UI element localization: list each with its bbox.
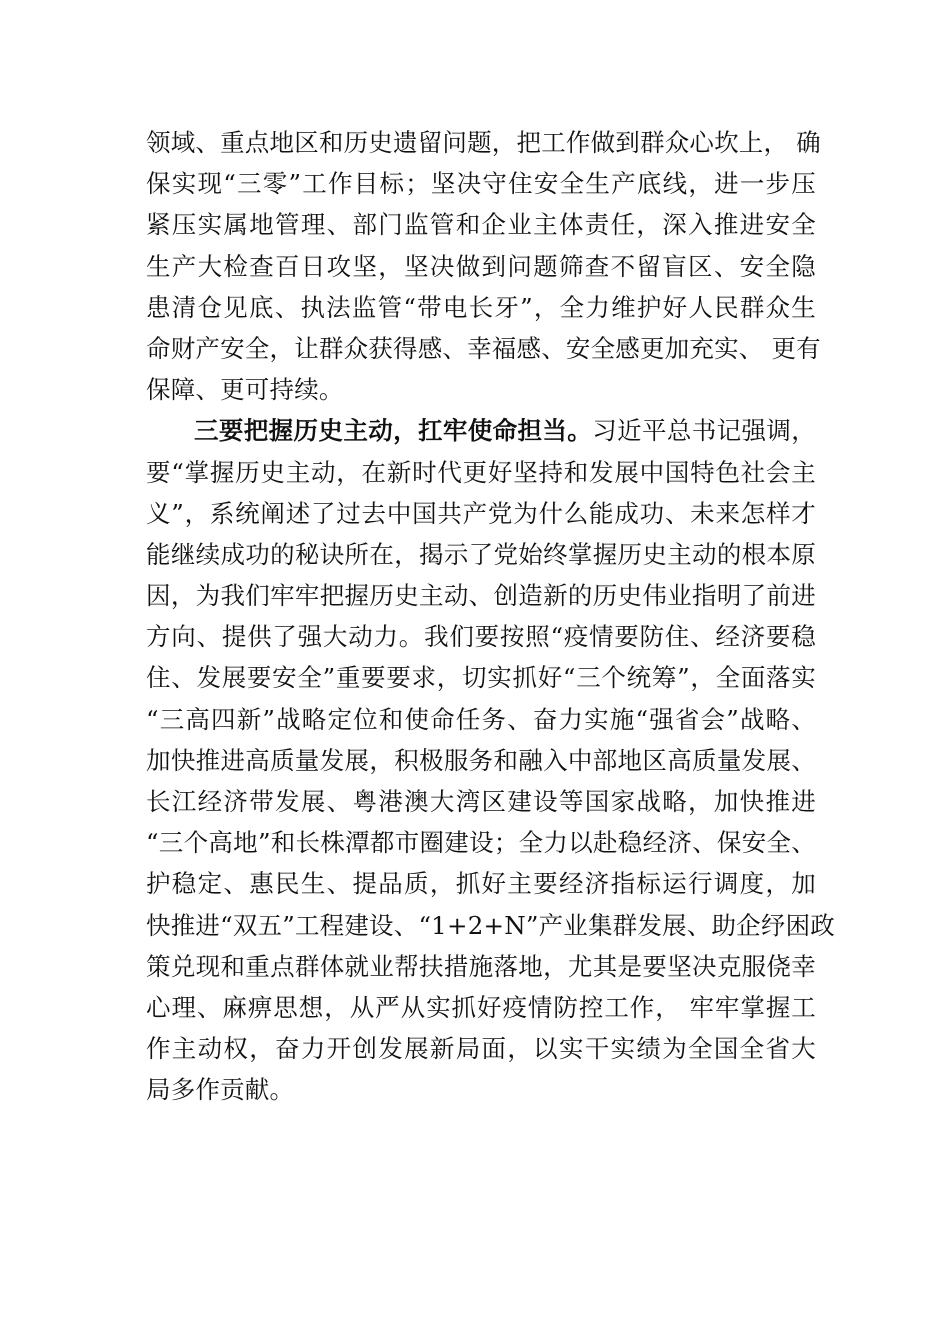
text-line: 长江经济带发展、粤港澳大湾区建设等国家战略，加快推进 — [146, 787, 816, 816]
text-line: 能继续成功的秘诀所在，揭示了党始终掌握历史主动的根本原 — [146, 539, 816, 569]
text-line: “三高四新”战略定位和使命任务、奋力实施“强省会”战略、 — [146, 704, 816, 734]
text-line: 紧压实属地管理、部门监管和企业主体责任，深入推进安全 — [146, 210, 816, 240]
text-line: 命财产安全，让群众获得感、幸福感、安全感更加充实、 更有 — [146, 333, 821, 363]
paragraph-2 — [146, 410, 835, 1110]
text-line: 加快推进高质量发展，积极服务和融入中部地区高质量发展、 — [146, 745, 816, 775]
paragraph-1 — [146, 122, 821, 410]
text-line: 保实现“三零”工作目标；坚决守住安全生产底线，进一步压 — [146, 169, 816, 199]
heading-continuation: 习近平总书记强调， — [592, 416, 816, 446]
text-line: 策兑现和重点群体就业帮扶措施落地，尤其是要坚决克服侥幸 — [146, 951, 816, 981]
paragraph-first-line — [146, 410, 816, 451]
text-line: 义”，系统阐述了过去中国共产党为什么能成功、未来怎样才 — [146, 498, 816, 528]
text-line: 因，为我们牢牢把握历史主动、创造新的历史伟业指明了前进 — [146, 581, 816, 611]
text-line: 护稳定、惠民生、提品质，抓好主要经济指标运行调度，加 — [146, 869, 816, 899]
text-line: 生产大检查百日攻坚，坚决做到问题筛查不留盲区、安全隐 — [146, 251, 816, 281]
text-line: 快推进“双五”工程建设、“1+2+N”产业集群发展、助企纾困政 — [146, 910, 835, 940]
text-line: 局多作贡献。 — [146, 1075, 295, 1105]
text-line: 要“掌握历史主动，在新时代更好坚持和发展中国特色社会主 — [146, 457, 816, 487]
text-line: 住、发展要安全”重要要求，切实抓好“三个统筹”，全面落实 — [146, 663, 816, 693]
text-line: 患清仓见底、执法监管“带电长牙”，全力维护好人民群众生 — [146, 292, 816, 322]
text-line: 心理、麻痹思想，从严从实抓好疫情防控工作， 牢牢掌握工 — [146, 992, 816, 1022]
text-line: 作主动权，奋力开创发展新局面，以实干实绩为全国全省大 — [146, 1034, 816, 1064]
text-line: “三个高地”和长株潭都市圈建设；全力以赴稳经济、保安全、 — [146, 828, 816, 858]
section-heading: 三要把握历史主动，扛牢使命担当。 — [194, 416, 593, 446]
text-line: 保障、更可持续。 — [146, 375, 344, 405]
text-line: 领域、重点地区和历史遗留问题，把工作做到群众心坎上， 确 — [146, 128, 821, 157]
text-line: 方向、提供了强大动力。我们要按照“疫情要防住、经济要稳 — [146, 622, 816, 652]
document-body — [146, 122, 835, 1111]
